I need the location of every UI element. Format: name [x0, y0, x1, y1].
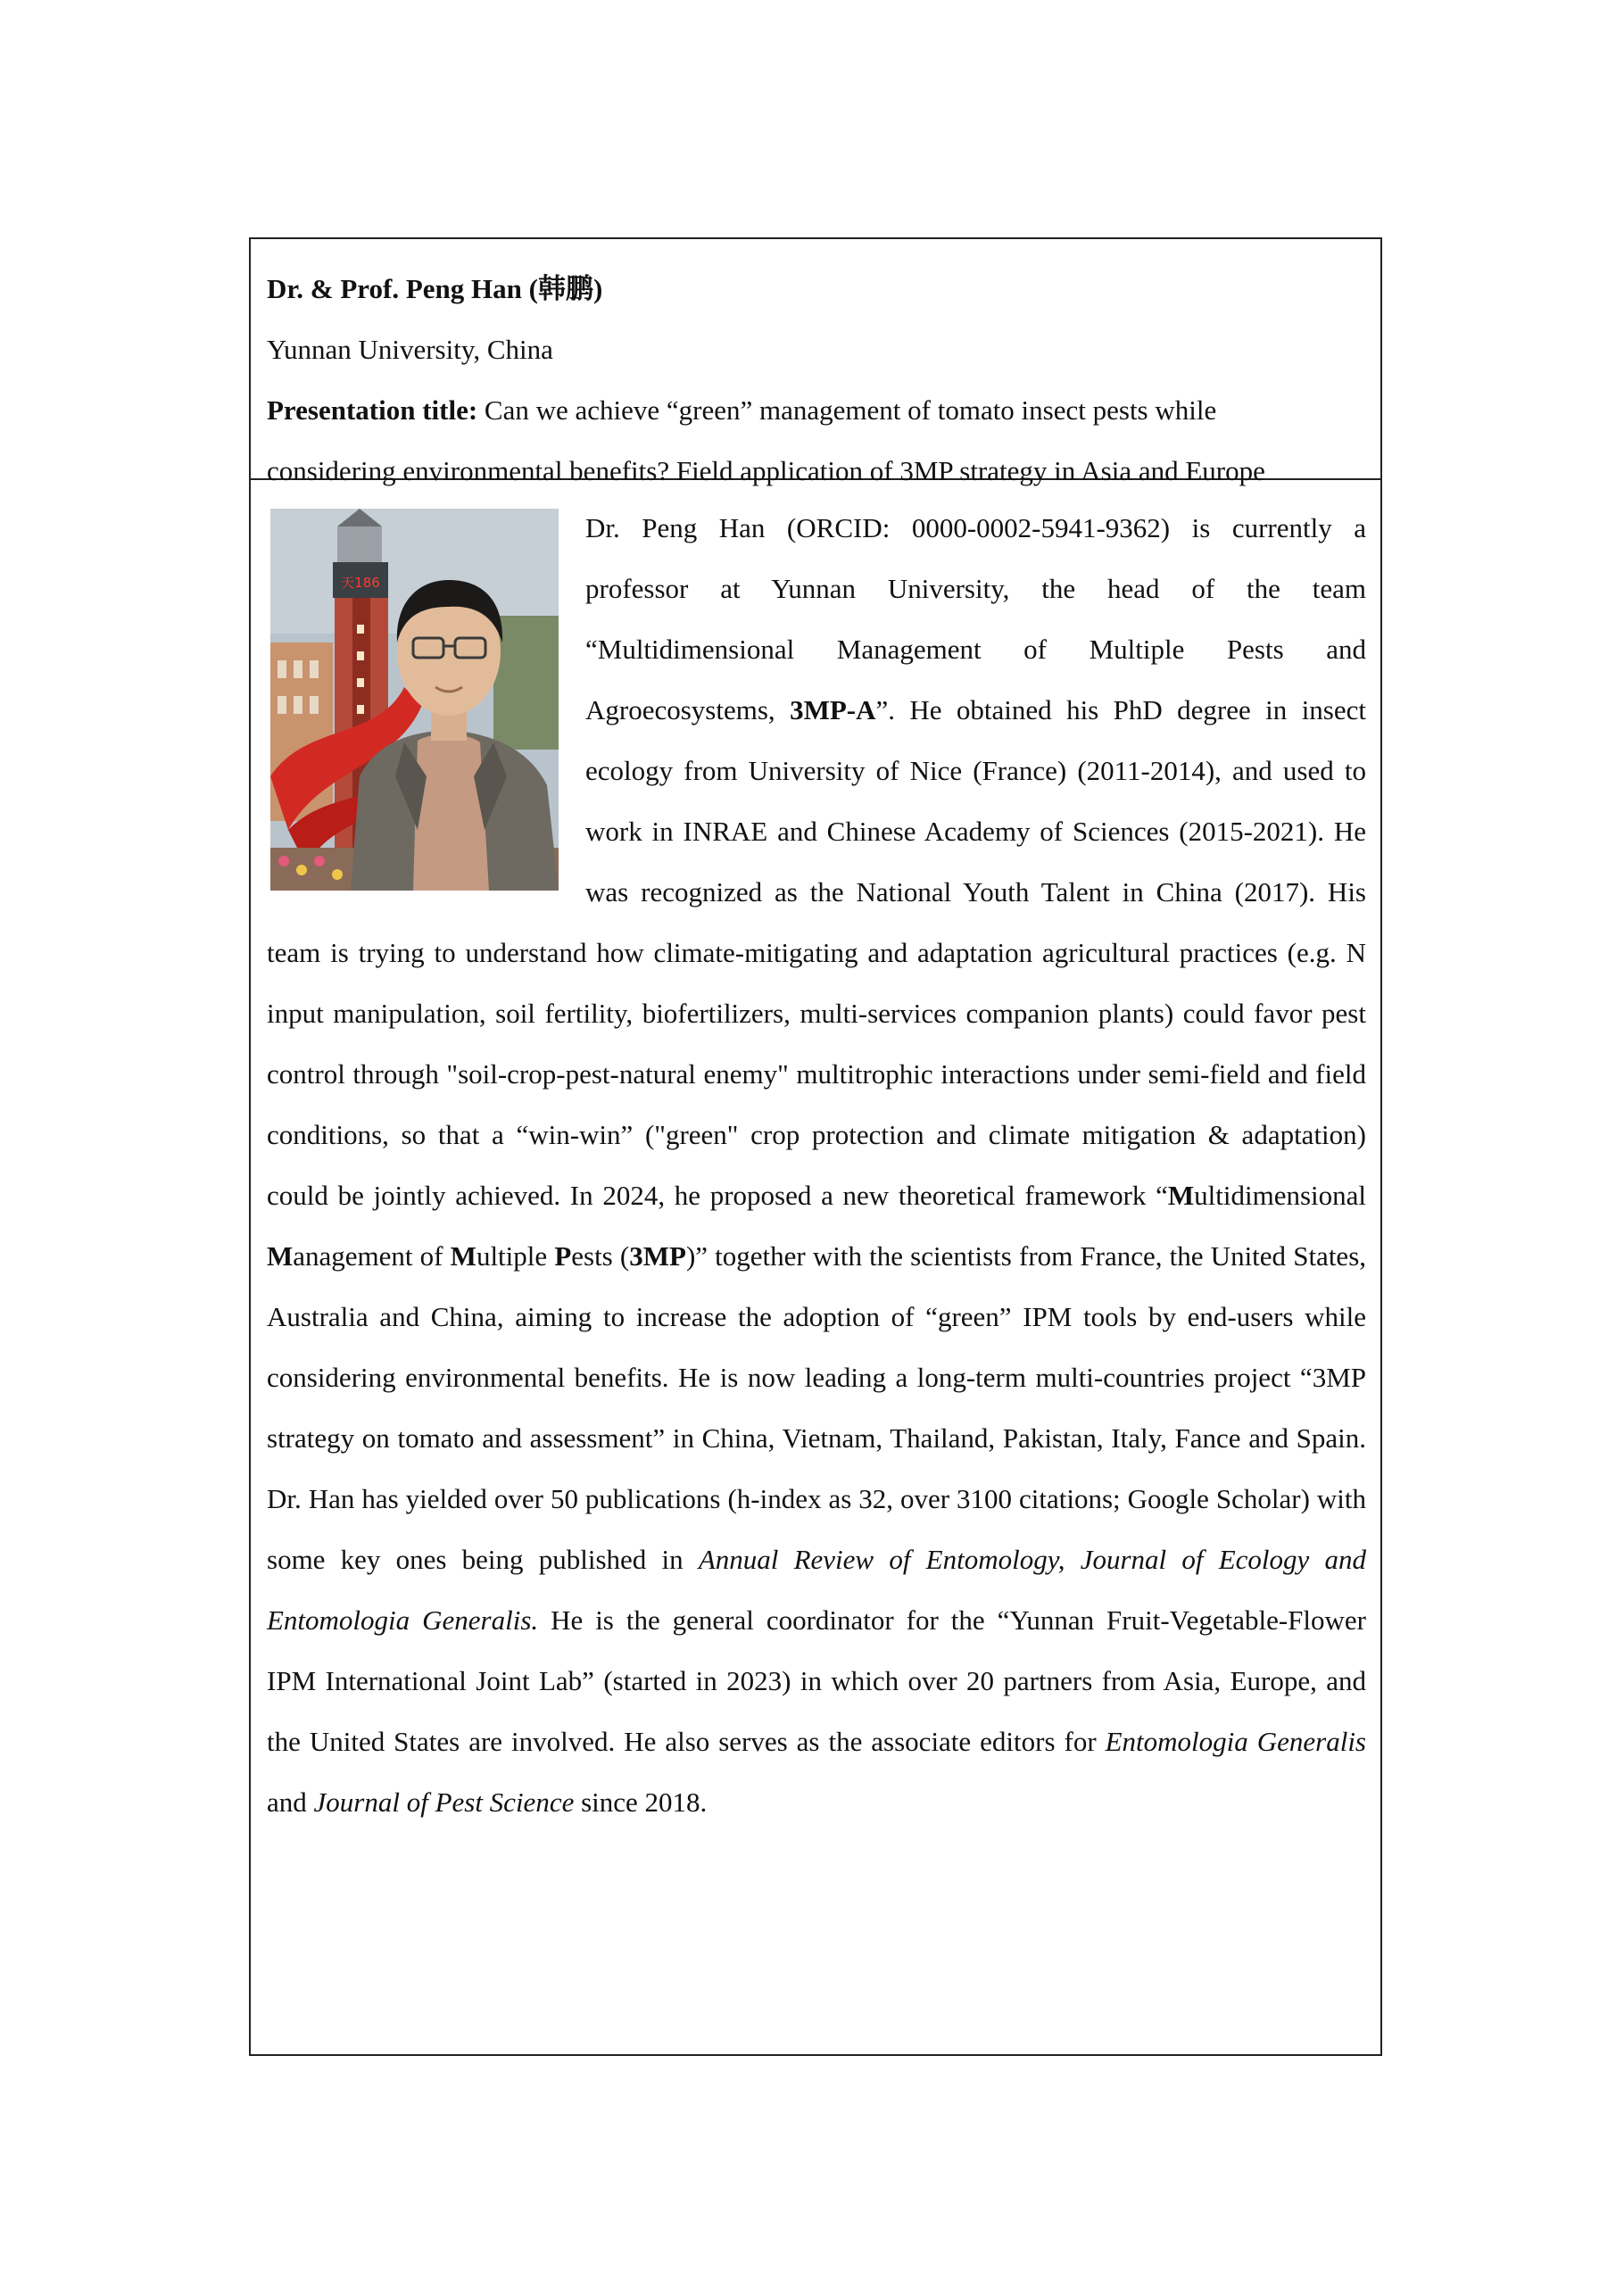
bio-segment: and [267, 1786, 314, 1818]
bio-framework-initial: P [554, 1240, 572, 1272]
presentation-title-line-1 [267, 380, 1364, 441]
bio-segment: He is the general coordinator for the “Yunnan Fruit-Vegetable-Flower IPM International Joint Lab” (started in 2023) in which over 20 partners from Asia, Europe, and the United States are involved. He also serves as the associate editors for [267, 1604, 1367, 1757]
bio-framework-initial: M [450, 1240, 476, 1272]
bio-body [251, 480, 1380, 1833]
bio-journal-italic: Entomologia Generalis [1105, 1726, 1366, 1757]
bio-framework-acronym: 3MP [629, 1240, 686, 1272]
bio-team-acronym: 3MP-A [790, 694, 876, 725]
speaker-bio-box [249, 237, 1382, 2056]
bio-segment: ests ( [571, 1240, 630, 1272]
bio-journals-italic: Annual Review of Entomology, Journal of Ecology and Entomologia Generalis. [267, 1544, 1366, 1636]
bio-framework-initial: M [267, 1240, 294, 1272]
bio-segment: )” together with the scientists from France, the United States, Australia and China, aiming to increase the adoption of “green” IPM tools by end-users while considering environmental benefits. He is now leading a long-term multi-countries project “3MP strategy on tomato and assessment” in China, Vietnam, Thailand, Pakistan, Italy, Fance and Spain. Dr. Han has yielded over 50 publications (h-index as 32, over 3100 citations; Google Scholar) with some key ones being published in [267, 1240, 1367, 1575]
presentation-title-label: Presentation title: [267, 394, 478, 426]
bio-segment: Dr. Peng Han (ORCID: 0000-0002-5941-9362) is currently a professor at Yunnan University, the head of the team “Multidimensional Management of Multiple Pests and Agroecosystems, [585, 512, 1366, 725]
speaker-name: Dr. & Prof. Peng Han (韩鹏) [267, 273, 603, 304]
tower-sign-text: 天186 [341, 575, 380, 591]
bio-segment: ultidimensional [1194, 1180, 1366, 1211]
presentation-title-text: Can we achieve “green” management of tomato insect pests while [477, 394, 1217, 426]
bio-segment: ultiple [476, 1240, 555, 1272]
speaker-photo [270, 509, 559, 891]
bio-framework-initial: M [1167, 1180, 1195, 1211]
bio-segment: anagement of [293, 1240, 451, 1272]
speaker-header [251, 239, 1380, 486]
bio-segment: since 2018. [574, 1786, 708, 1818]
bio-journal-italic: Journal of Pest Science [313, 1786, 575, 1818]
speaker-affiliation: Yunnan University, China [267, 334, 553, 365]
bio-segment: ”. He obtained his PhD degree in insect ecology from University of Nice (France) (2011-2014), and used to work in INRAE and Chinese Academy of Sciences (2015-2021). He was recognized as the National Youth Talent in China (2017). His team is trying to understand how climate-mitigating and adaptation agricultural practices (e.g. N input manipulation, soil fertility, biofertilizers, multi-services companion plants) could favor pest control through "soil-crop-pest-natural enemy" multitrophic interactions under semi-field and field conditions, so that a “win-win” ("green" crop protection and climate mitigation & adaptation) could be jointly achieved. In 2024, he proposed a new theoretical framework “ [267, 694, 1366, 1211]
presentation-title-line-2: considering environmental benefits? Field application of 3MP strategy in Asia and Europe [267, 455, 1265, 486]
